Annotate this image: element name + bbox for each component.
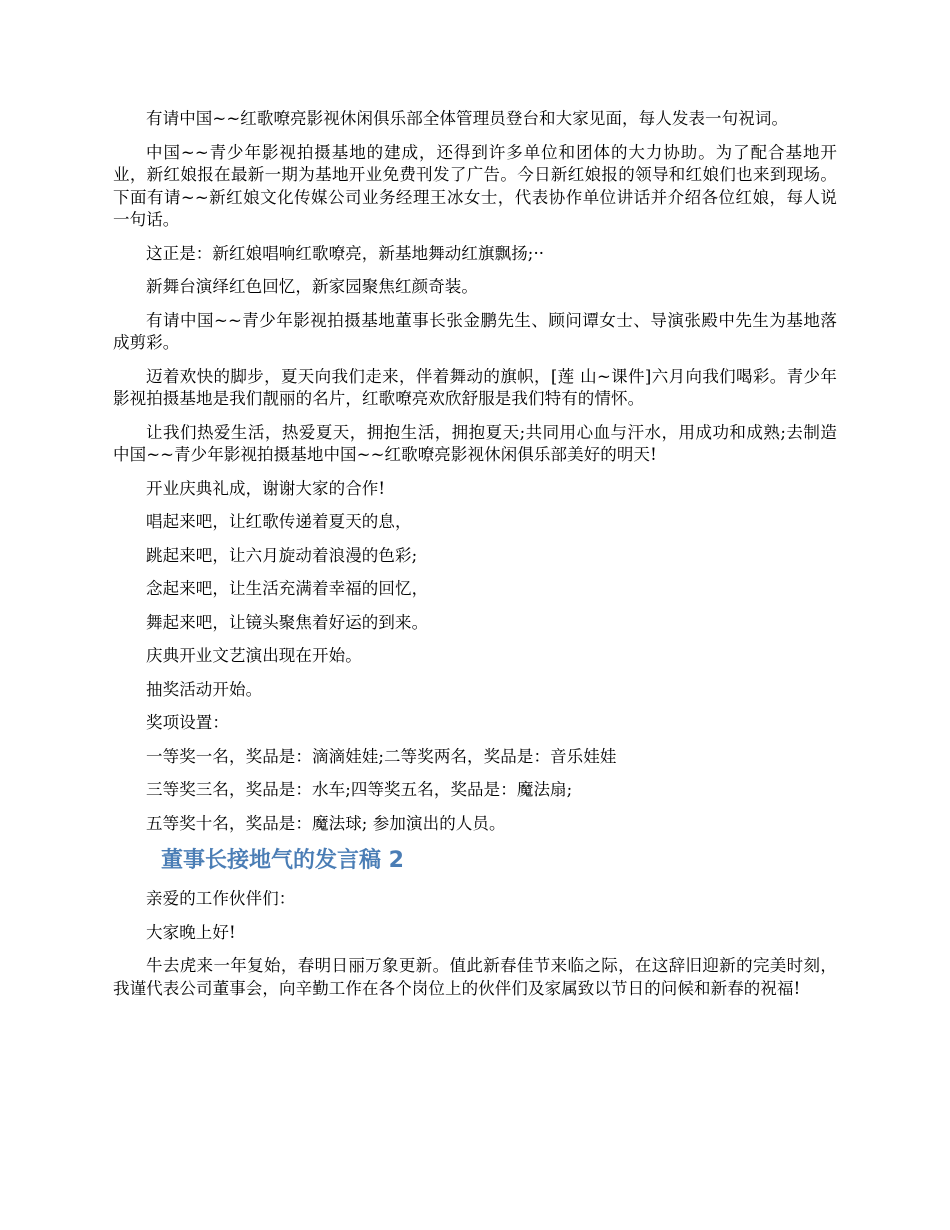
paragraph: 庆典开业文艺演出现在开始。 xyxy=(146,646,362,665)
section-heading: 董事长接地气的发言稿 2 xyxy=(161,848,404,873)
paragraph: 舞起来吧，让镜头聚焦着好运的到来。 xyxy=(146,612,429,632)
paragraph: 五等奖十名，奖品是：魔法球; 参加演出的人员。 xyxy=(146,813,506,833)
paragraph: 牛去虎来一年复始，春明日丽万象更新。值此新春佳节来临之际，在这辞旧迎新的完美时刻，我谨代表公司董事会，向辛勤工作在各个岗位上的伙伴们及家属致以节日的问候和新春的祝福! xyxy=(113,956,837,998)
paragraph: 唱起来吧，让红歌传递着夏天的息， xyxy=(146,512,412,531)
paragraph: 迈着欢快的脚步，夏天向我们走来，伴着舞动的旗帜，[莲 山~课件]六月向我们喝彩。青少年影视拍摄基地是我们靓丽的名片，红歌嘹亮欢欣舒服是我们特有的情怀。 xyxy=(113,366,837,408)
paragraph: 开业庆典礼成，谢谢大家的合作! xyxy=(146,478,386,498)
paragraph: 有请中国~~红歌嘹亮影视休闲俱乐部全体管理员登台和大家见面，每人发表一句祝词。 xyxy=(146,109,789,128)
paragraph: 有请中国~~青少年影视拍摄基地董事长张金鹏先生、顾问谭女士、导演张殿中先生为基地落成剪彩。 xyxy=(113,310,837,352)
document-body xyxy=(113,108,837,1011)
paragraph: 这正是：新红娘唱响红歌嘹亮，新基地舞动红旗飘扬;·· xyxy=(146,243,545,263)
paragraph: 亲爱的工作伙伴们： xyxy=(146,889,296,908)
paragraph: 中国~~青少年影视拍摄基地的建成，还得到许多单位和团体的大力协助。为了配合基地开业，新红娘报在最新一期为基地开业免费刊发了广告。今日新红娘报的领导和红娘们也来到现场。下面有请~~新红娘文化传媒公司业务经理王冰女士，代表协作单位讲话并介绍各位红娘，每人说一句话。 xyxy=(113,142,837,229)
paragraph: 让我们热爱生活，热爱夏天，拥抱生活，拥抱夏天;共同用心血与汗水，用成功和成熟;去制造中国~~青少年影视拍摄基地中国~~红歌嘹亮影视休闲俱乐部美好的明天! xyxy=(113,422,837,464)
paragraph: 三等奖三名，奖品是：水车;四等奖五名，奖品是：魔法扇; xyxy=(146,780,573,799)
paragraph: 新舞台演绎红色回忆，新家园聚焦红颜奇装。 xyxy=(146,277,478,296)
paragraph: 抽奖活动开始。 xyxy=(146,679,263,699)
paragraph: 一等奖一名，奖品是：滴滴娃娃;二等奖两名，奖品是：音乐娃娃 xyxy=(146,746,617,766)
paragraph: 大家晚上好! xyxy=(146,922,236,942)
paragraph: 奖项设置： xyxy=(146,713,229,732)
paragraph: 念起来吧，让生活充满着幸福的回忆， xyxy=(146,579,429,598)
paragraph: 跳起来吧，让六月旋动着浪漫的色彩; xyxy=(146,545,418,565)
